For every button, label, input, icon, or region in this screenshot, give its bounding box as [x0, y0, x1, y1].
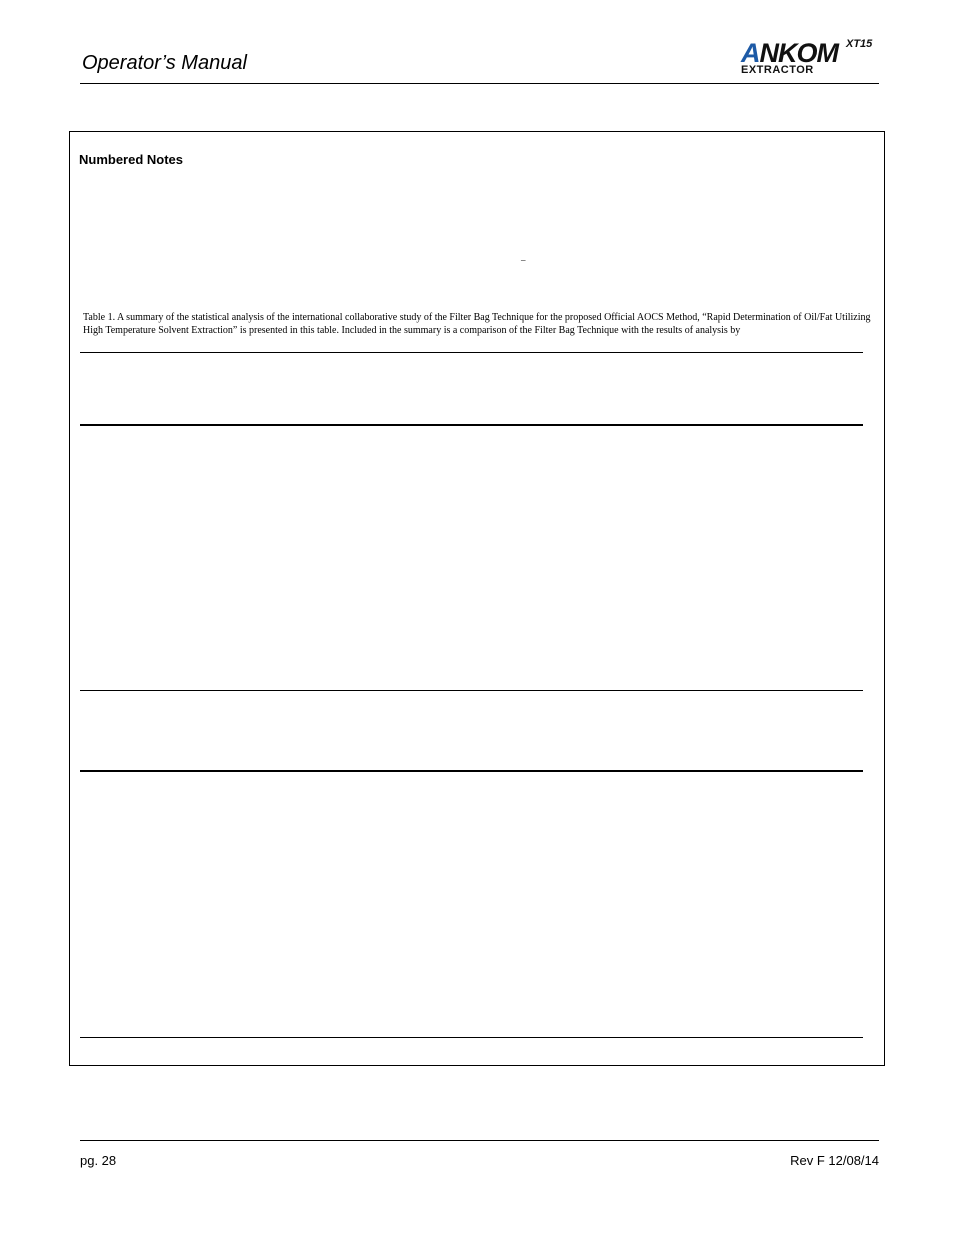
logo-model: XT15	[846, 38, 873, 50]
table-rule-top	[80, 352, 863, 353]
table-rule-subheader	[80, 770, 863, 772]
logo-brand	[741, 40, 838, 67]
table-caption: Table 1. A summary of the statistical analysis of the international collaborative study of the Filter Bag Technique for the proposed Official AOCS Method, “Rapid Determination of Oil/Fat Utilizing High Temperature Solvent Extraction” is presented in this table. Included in the summary is a comparison of the Filter Bag Technique with the results of analysis by	[83, 312, 871, 336]
ankom-logo	[738, 40, 883, 80]
revision-label: Rev F 12/08/14	[790, 1153, 879, 1168]
header-divider	[80, 83, 879, 84]
table-rule-middle	[80, 690, 863, 691]
content-box	[69, 131, 885, 1066]
table-rule-bottom	[80, 1037, 863, 1038]
logo-subtitle: EXTRACTOR	[741, 64, 814, 76]
logo-brand-first: A	[741, 38, 760, 68]
page-number: pg. 28	[80, 1153, 117, 1168]
page-header-title: Operator’s Manual	[82, 52, 247, 74]
logo-brand-rest: NKOM	[759, 38, 838, 68]
dash-mark: _	[521, 252, 526, 262]
footer-divider	[80, 1140, 879, 1141]
table-rule-header	[80, 424, 863, 426]
numbered-notes-heading: Numbered Notes	[79, 152, 184, 167]
